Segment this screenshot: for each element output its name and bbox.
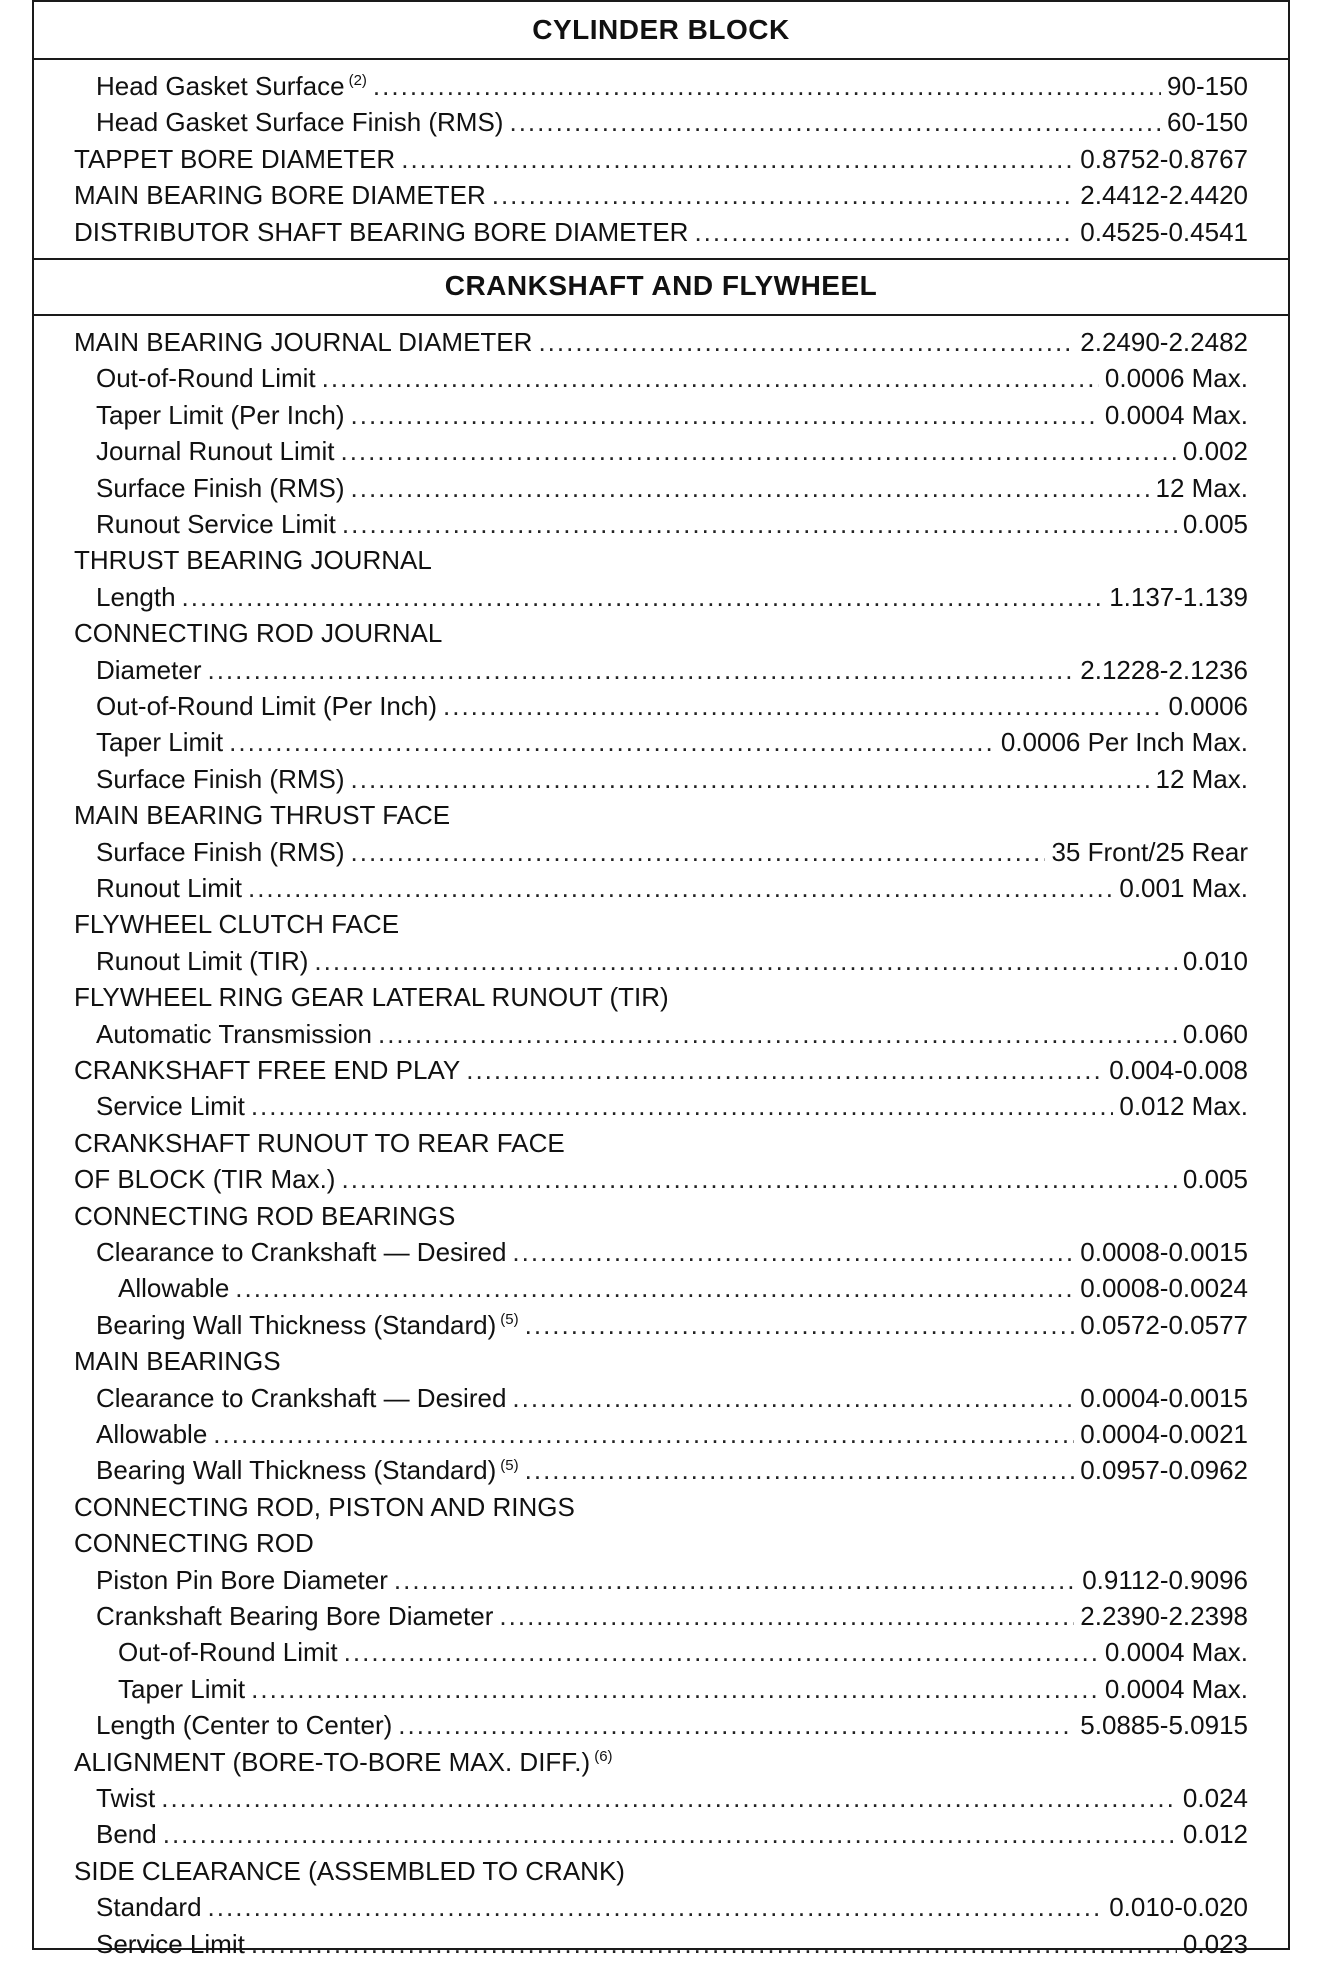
section-title-crankshaft-and-flywheel: CRANKSHAFT AND FLYWHEEL <box>444 270 878 301</box>
spec-label <box>118 1634 338 1670</box>
spec-label <box>74 214 688 250</box>
section-title-cylinder-block: CYLINDER BLOCK <box>532 14 790 45</box>
spec-value: 1.137-1.139 <box>1109 581 1248 612</box>
spec-label <box>96 68 367 104</box>
spec-label-text: Surface Finish (RMS) <box>96 472 345 503</box>
spec-label <box>74 1744 613 1780</box>
spec-label-text: Out-of-Round Limit <box>96 363 316 394</box>
spec-label <box>96 1562 388 1598</box>
leader-dots <box>401 141 1074 177</box>
spec-row <box>96 470 1248 506</box>
leader-dots <box>229 724 995 760</box>
spec-value: 0.0008-0.0024 <box>1080 1273 1248 1304</box>
spec-row <box>74 141 1248 177</box>
spec-label-text: Bend <box>96 1819 157 1850</box>
leader-dots <box>161 1780 1177 1816</box>
leader-dots <box>351 397 1099 433</box>
spec-row <box>96 1707 1248 1743</box>
leader-dots <box>525 1452 1075 1488</box>
spec-row <box>74 1853 1248 1889</box>
spec-label <box>74 141 395 177</box>
spec-value: 0.0006 Max. <box>1104 363 1248 394</box>
footnote-ref: (5) <box>500 1456 519 1474</box>
spec-label-text: Taper Limit <box>118 1673 246 1704</box>
spec-value: 0.0004 Max. <box>1104 1637 1248 1668</box>
leader-dots <box>394 1562 1076 1598</box>
spec-row <box>96 1926 1248 1962</box>
spec-label-text: CONNECTING ROD, PISTON AND RINGS <box>74 1491 575 1522</box>
spec-label <box>74 542 432 578</box>
leader-dots <box>499 1598 1074 1634</box>
spec-label <box>74 1525 314 1561</box>
spec-label <box>74 979 669 1015</box>
spec-label-text: Twist <box>96 1783 156 1813</box>
spec-row <box>74 214 1248 250</box>
leader-dots <box>251 1926 1177 1962</box>
spec-label <box>96 1598 493 1634</box>
spec-row <box>74 1343 1248 1379</box>
spec-label-text: Out-of-Round Limit <box>118 1637 338 1668</box>
leader-dots <box>694 214 1074 250</box>
spec-row <box>96 724 1248 760</box>
spec-label <box>96 397 345 433</box>
spec-label-text: CONNECTING ROD BEARINGS <box>74 1200 456 1231</box>
spec-label <box>74 1198 455 1234</box>
spec-label-text: FLYWHEEL CLUTCH FACE <box>74 909 400 940</box>
spec-label-text: Runout Service Limit <box>96 509 336 539</box>
leader-dots <box>341 1161 1176 1197</box>
spec-row <box>96 579 1248 615</box>
spec-label-text: MAIN BEARING THRUST FACE <box>74 800 451 831</box>
spec-label-text: Service Limit <box>96 1091 245 1122</box>
spec-row <box>74 797 1248 833</box>
spec-label <box>96 1234 506 1270</box>
spec-label <box>74 177 486 213</box>
header-rule <box>34 314 1288 316</box>
spec-row <box>118 1634 1248 1670</box>
spec-value: 0.012 <box>1182 1819 1248 1850</box>
spec-value: 12 Max. <box>1155 763 1248 794</box>
spec-row <box>96 1234 1248 1270</box>
spec-value: 2.4412-2.4420 <box>1080 180 1248 211</box>
leader-dots <box>512 1234 1074 1270</box>
spec-row <box>96 652 1248 688</box>
leader-dots <box>207 652 1074 688</box>
spec-value: 0.0006 Per Inch Max. <box>1000 727 1248 758</box>
spec-table <box>32 0 1290 1959</box>
spec-value: 0.004-0.008 <box>1109 1055 1248 1085</box>
footnote-ref: (6) <box>594 1747 613 1765</box>
spec-value: 0.0004-0.0015 <box>1080 1382 1248 1413</box>
spec-label <box>74 906 399 942</box>
spec-label <box>96 1452 519 1488</box>
leader-dots <box>351 470 1150 506</box>
spec-row <box>74 1161 1248 1197</box>
spec-row <box>74 542 1248 578</box>
spec-label-text: Surface Finish (RMS) <box>96 836 345 867</box>
spec-row <box>74 1052 1248 1088</box>
spec-label <box>74 1489 575 1525</box>
spec-label-text: Diameter <box>96 654 202 685</box>
spec-label-text: FLYWHEEL RING GEAR LATERAL RUNOUT (TIR) <box>74 982 669 1013</box>
spec-label <box>96 943 308 979</box>
spec-value: 0.4525-0.4541 <box>1080 216 1248 247</box>
spec-label-text: Allowable <box>118 1273 230 1304</box>
spec-label <box>96 1889 202 1925</box>
spec-row <box>74 979 1248 1015</box>
spec-label <box>96 834 345 870</box>
spec-value: 0.0004 Max. <box>1104 399 1248 430</box>
spec-label-text: DISTRIBUTOR SHAFT BEARING BORE DIAMETER <box>74 216 689 247</box>
spec-label-text: Taper Limit <box>96 727 224 758</box>
spec-row <box>74 324 1248 360</box>
spec-row <box>96 688 1248 724</box>
spec-row <box>74 906 1248 942</box>
spec-label-text: MAIN BEARINGS <box>74 1346 281 1377</box>
spec-row <box>96 1416 1248 1452</box>
spec-label <box>96 1088 245 1124</box>
spec-label-text: Head Gasket Surface Finish (RMS) <box>96 107 504 138</box>
spec-label <box>74 324 532 360</box>
spec-label-text: Journal Runout Limit <box>96 436 335 467</box>
spec-row <box>74 1744 1248 1780</box>
footnote-ref: (5) <box>500 1311 519 1329</box>
leader-dots <box>492 177 1075 213</box>
leader-dots <box>342 506 1177 542</box>
leader-dots <box>322 360 1099 396</box>
leader-dots <box>525 1307 1075 1343</box>
spec-label <box>74 1343 281 1379</box>
spec-label-text: CONNECTING ROD JOURNAL <box>74 618 443 649</box>
leader-dots <box>509 104 1161 140</box>
spec-label-text: OF BLOCK (TIR Max.) <box>74 1164 336 1195</box>
spec-value: 0.8752-0.8767 <box>1080 143 1248 174</box>
spec-label <box>96 1380 506 1416</box>
spec-value: 0.005 <box>1182 509 1248 539</box>
spec-label <box>96 104 503 140</box>
spec-value: 0.001 Max. <box>1119 873 1248 903</box>
leader-dots <box>235 1270 1074 1306</box>
spec-value: 0.9112-0.9096 <box>1082 1564 1248 1595</box>
spec-row <box>96 761 1248 797</box>
spec-value: 0.012 Max. <box>1119 1091 1248 1122</box>
spec-value: 35 Front/25 Rear <box>1051 836 1248 867</box>
leader-dots <box>314 943 1177 979</box>
spec-label <box>96 1307 519 1343</box>
leader-dots <box>351 834 1046 870</box>
spec-label-text: Automatic Transmission <box>96 1018 372 1049</box>
spec-row <box>96 870 1248 906</box>
spec-label-text: ALIGNMENT (BORE-TO-BORE MAX. DIFF.) <box>74 1746 591 1777</box>
spec-row <box>96 1452 1248 1488</box>
spec-label-text: CONNECTING ROD <box>74 1528 314 1559</box>
spec-label-text: THRUST BEARING JOURNAL <box>74 545 432 576</box>
spec-value: 0.0008-0.0015 <box>1080 1237 1248 1267</box>
spec-row <box>96 433 1248 469</box>
spec-row <box>96 1562 1248 1598</box>
spec-label <box>74 615 442 651</box>
spec-label <box>74 1161 335 1197</box>
spec-label-text: Bearing Wall Thickness (Standard) <box>96 1455 497 1486</box>
spec-label-text: Bearing Wall Thickness (Standard) <box>96 1309 497 1340</box>
spec-row <box>96 1088 1248 1124</box>
spec-label-text: Clearance to Crankshaft — Desired <box>96 1382 507 1413</box>
spec-label-text: MAIN BEARING BORE DIAMETER <box>74 180 486 211</box>
spec-value: 60-150 <box>1167 107 1248 138</box>
spec-label-text: Standard <box>96 1892 202 1923</box>
spec-value: 0.002 <box>1182 436 1248 467</box>
spec-row <box>74 1125 1248 1161</box>
spec-label <box>96 1926 245 1962</box>
leader-dots <box>512 1380 1074 1416</box>
spec-label <box>96 470 345 506</box>
spec-label-text: TAPPET BORE DIAMETER <box>74 143 396 174</box>
spec-label-text: Surface Finish (RMS) <box>96 763 345 794</box>
spec-row <box>96 834 1248 870</box>
spec-row <box>96 68 1248 104</box>
spec-value: 0.0004-0.0021 <box>1080 1419 1248 1449</box>
spec-row <box>96 943 1248 979</box>
spec-label-text: Taper Limit (Per Inch) <box>96 399 345 430</box>
leader-dots <box>398 1707 1074 1743</box>
spec-value: 0.0006 <box>1168 691 1248 721</box>
leader-dots <box>251 1088 1114 1124</box>
spec-row <box>74 615 1248 651</box>
spec-value: 0.024 <box>1182 1783 1248 1813</box>
header-rule <box>34 58 1288 60</box>
spec-label <box>96 870 242 906</box>
spec-label-text: Head Gasket Surface <box>96 71 345 101</box>
spec-row <box>96 104 1248 140</box>
spec-label <box>96 724 223 760</box>
spec-label-text: MAIN BEARING JOURNAL DIAMETER <box>74 327 533 357</box>
spec-value: 0.005 <box>1182 1164 1248 1195</box>
spec-label <box>96 579 176 615</box>
spec-label <box>96 433 334 469</box>
spec-label-text: Length (Center to Center) <box>96 1710 393 1741</box>
spec-row <box>96 1016 1248 1052</box>
spec-label <box>96 652 201 688</box>
spec-label <box>96 1016 372 1052</box>
leader-dots <box>443 688 1162 724</box>
leader-dots <box>466 1052 1103 1088</box>
leader-dots <box>251 1671 1099 1707</box>
spec-value: 12 Max. <box>1155 472 1248 503</box>
leader-dots <box>213 1416 1074 1452</box>
spec-label <box>118 1671 245 1707</box>
spec-row <box>96 1780 1248 1816</box>
spec-label-text: Piston Pin Bore Diameter <box>96 1564 388 1595</box>
spec-value: 0.023 <box>1182 1928 1248 1959</box>
spec-label <box>118 1270 229 1306</box>
spec-label <box>96 1416 207 1452</box>
leader-dots <box>344 1634 1099 1670</box>
spec-row <box>74 1525 1248 1561</box>
spec-label <box>74 797 450 833</box>
spec-row <box>118 1270 1248 1306</box>
leader-dots <box>351 761 1150 797</box>
spec-row <box>96 1816 1248 1852</box>
leader-dots <box>163 1816 1177 1852</box>
spec-value: 0.0004 Max. <box>1104 1673 1248 1704</box>
spec-row <box>74 177 1248 213</box>
spec-label <box>74 1125 565 1161</box>
spec-label <box>74 1853 625 1889</box>
leader-dots <box>182 579 1104 615</box>
spec-label-text: Service Limit <box>96 1928 245 1959</box>
spec-label <box>74 1052 460 1088</box>
spec-row <box>96 397 1248 433</box>
spec-label-text: Clearance to Crankshaft — Desired <box>96 1237 507 1267</box>
spec-row <box>96 1380 1248 1416</box>
spec-label <box>96 360 316 396</box>
spec-label-text: Length <box>96 581 176 612</box>
spec-label <box>96 761 345 797</box>
spec-value: 0.0572-0.0577 <box>1080 1309 1248 1340</box>
spec-label-text: CRANKSHAFT RUNOUT TO REAR FACE <box>74 1127 565 1158</box>
spec-value: 2.2490-2.2482 <box>1080 327 1248 357</box>
spec-row <box>118 1671 1248 1707</box>
spec-label <box>96 1707 392 1743</box>
spec-value: 0.060 <box>1182 1018 1248 1049</box>
spec-label-text: Out-of-Round Limit (Per Inch) <box>96 691 438 721</box>
spec-value: 0.0957-0.0962 <box>1080 1455 1248 1486</box>
spec-row <box>96 1889 1248 1925</box>
leader-dots <box>378 1016 1177 1052</box>
leader-dots <box>538 324 1074 360</box>
spec-label-text: SIDE CLEARANCE (ASSEMBLED TO CRANK) <box>74 1855 625 1886</box>
leader-dots <box>248 870 1113 906</box>
spec-label <box>96 506 336 542</box>
spec-label-text: Crankshaft Bearing Bore Diameter <box>96 1601 494 1631</box>
spec-row <box>74 1489 1248 1525</box>
spec-row <box>96 506 1248 542</box>
spec-label <box>96 1816 157 1852</box>
spec-label <box>96 688 437 724</box>
spec-label <box>96 1780 155 1816</box>
spec-label-text: CRANKSHAFT FREE END PLAY <box>74 1055 461 1085</box>
footnote-ref: (2) <box>348 72 367 90</box>
spec-value: 0.010 <box>1182 945 1248 976</box>
section-divider <box>34 258 1288 260</box>
spec-row <box>96 1307 1248 1343</box>
spec-label-text: Runout Limit <box>96 873 242 903</box>
spec-row <box>74 1198 1248 1234</box>
spec-value: 5.0885-5.0915 <box>1080 1710 1248 1741</box>
spec-value: 0.010-0.020 <box>1109 1892 1248 1923</box>
spec-value: 2.2390-2.2398 <box>1080 1601 1248 1631</box>
leader-dots <box>340 433 1176 469</box>
spec-value: 2.1228-2.1236 <box>1080 654 1248 685</box>
leader-dots <box>373 68 1161 104</box>
leader-dots <box>208 1889 1104 1925</box>
spec-row <box>96 360 1248 396</box>
spec-value: 90-150 <box>1167 71 1248 101</box>
spec-label-text: Allowable <box>96 1419 208 1449</box>
spec-label-text: Runout Limit (TIR) <box>96 945 309 976</box>
spec-row <box>96 1598 1248 1634</box>
